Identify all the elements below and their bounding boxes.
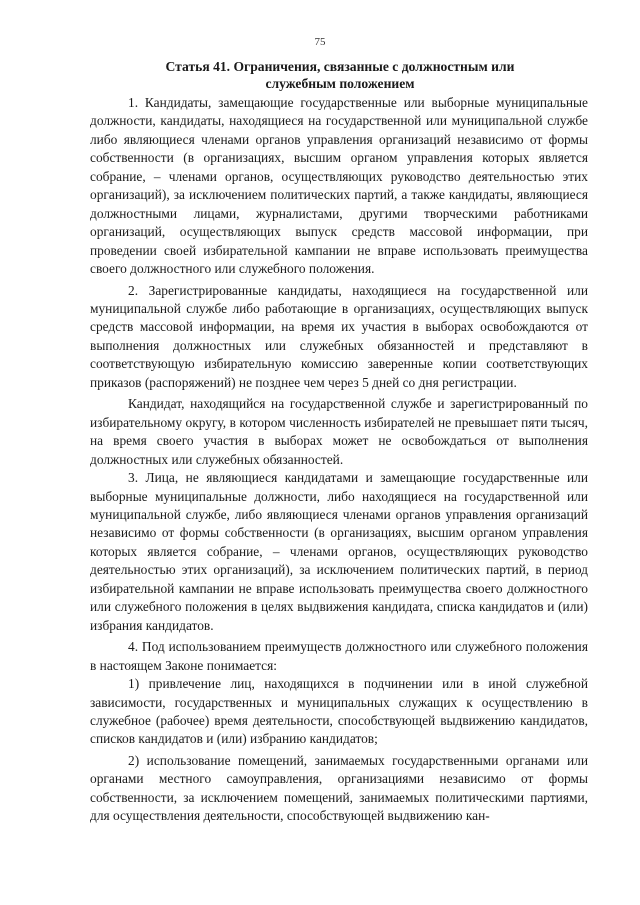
page-number: 75 xyxy=(314,36,326,48)
paragraph-3: Кандидат, находящийся на государственной службе и зарегистрированный по избирательному округу, в котором численность избирателей не превышает пяти тысяч, на время своего участия в выборах может не освобождаться от выполнения должностных или служебных обязанностей. xyxy=(90,396,588,467)
article-title-line-1: Статья 41. Ограничения, связанные с должностным или xyxy=(165,59,515,74)
paragraph-2: 2. Зарегистрированные кандидаты, находящиеся на государственной или муниципальной службе либо работающие в организациях, осуществляющих выпуск средств массовой информации, на время их участия в выборах освобождаются от выполнения должностных или служебных обязанностей и представляют в соответствующую избирательную комиссию заверенные копии соответствующих приказов (распоряжений) не позднее чем через 5 дней со дня регистрации. xyxy=(90,282,588,390)
article-body xyxy=(90,94,588,826)
paragraph-7: 2) использование помещений, занимаемых государственными органами или органами местного самоуправления, организациями независимо от формы собственности, за исключением помещений, занимаемых политическими партиями, для осуществления деятельности, способствующей выдвижению кан- xyxy=(90,752,588,824)
paragraph-4: 3. Лица, не являющиеся кандидатами и замещающие государственные или выборные муниципальные должности, либо находящиеся на государственной или муниципальной службе, либо являющиеся членами органов управления организаций независимо от формы собственности (в организациях, высшим органом управления которых является собрание, – членами органов, осуществляющих руководство деятельностью этих организаций), за исключением политических партий, в период избирательной кампании не вправе использовать преимущества своего должностного или служебного положения в целях выдвижения кандидата, списка кандидатов и (или) избрания кандидатов. xyxy=(90,470,588,633)
article-title xyxy=(90,58,590,92)
paragraph-1: 1. Кандидаты, замещающие государственные или выборные муниципальные должности, кандидаты, находящиеся на государственной или муниципальной службе либо являющиеся членами органов управления организаций независимо от формы собственности (в организациях, высшим органом управления которых является собрание, – членами органов, осуществляющих руководство деятельностью этих организаций), за исключением политических партий, а также кандидаты, являющиеся должностными лицами, журналистами, другими творческими работниками организаций, осуществляющих выпуск средств массовой информации, при проведении своей избирательной кампании не вправе использовать преимущества своего должностного или служебного положения. xyxy=(90,95,588,277)
article-title-line-2: служебным положением xyxy=(265,76,415,91)
paragraph-5: 4. Под использованием преимуществ должностного или служебного положения в настоящем Законе понимается: xyxy=(90,639,588,673)
paragraph-6: 1) привлечение лиц, находящихся в подчинении или в иной служебной зависимости, государственных и муниципальных служащих к осуществлению в служебное (рабочее) время деятельности, способствующей выдвижению кандидатов, списков кандидатов и (или) избранию кандидатов; xyxy=(90,676,588,747)
